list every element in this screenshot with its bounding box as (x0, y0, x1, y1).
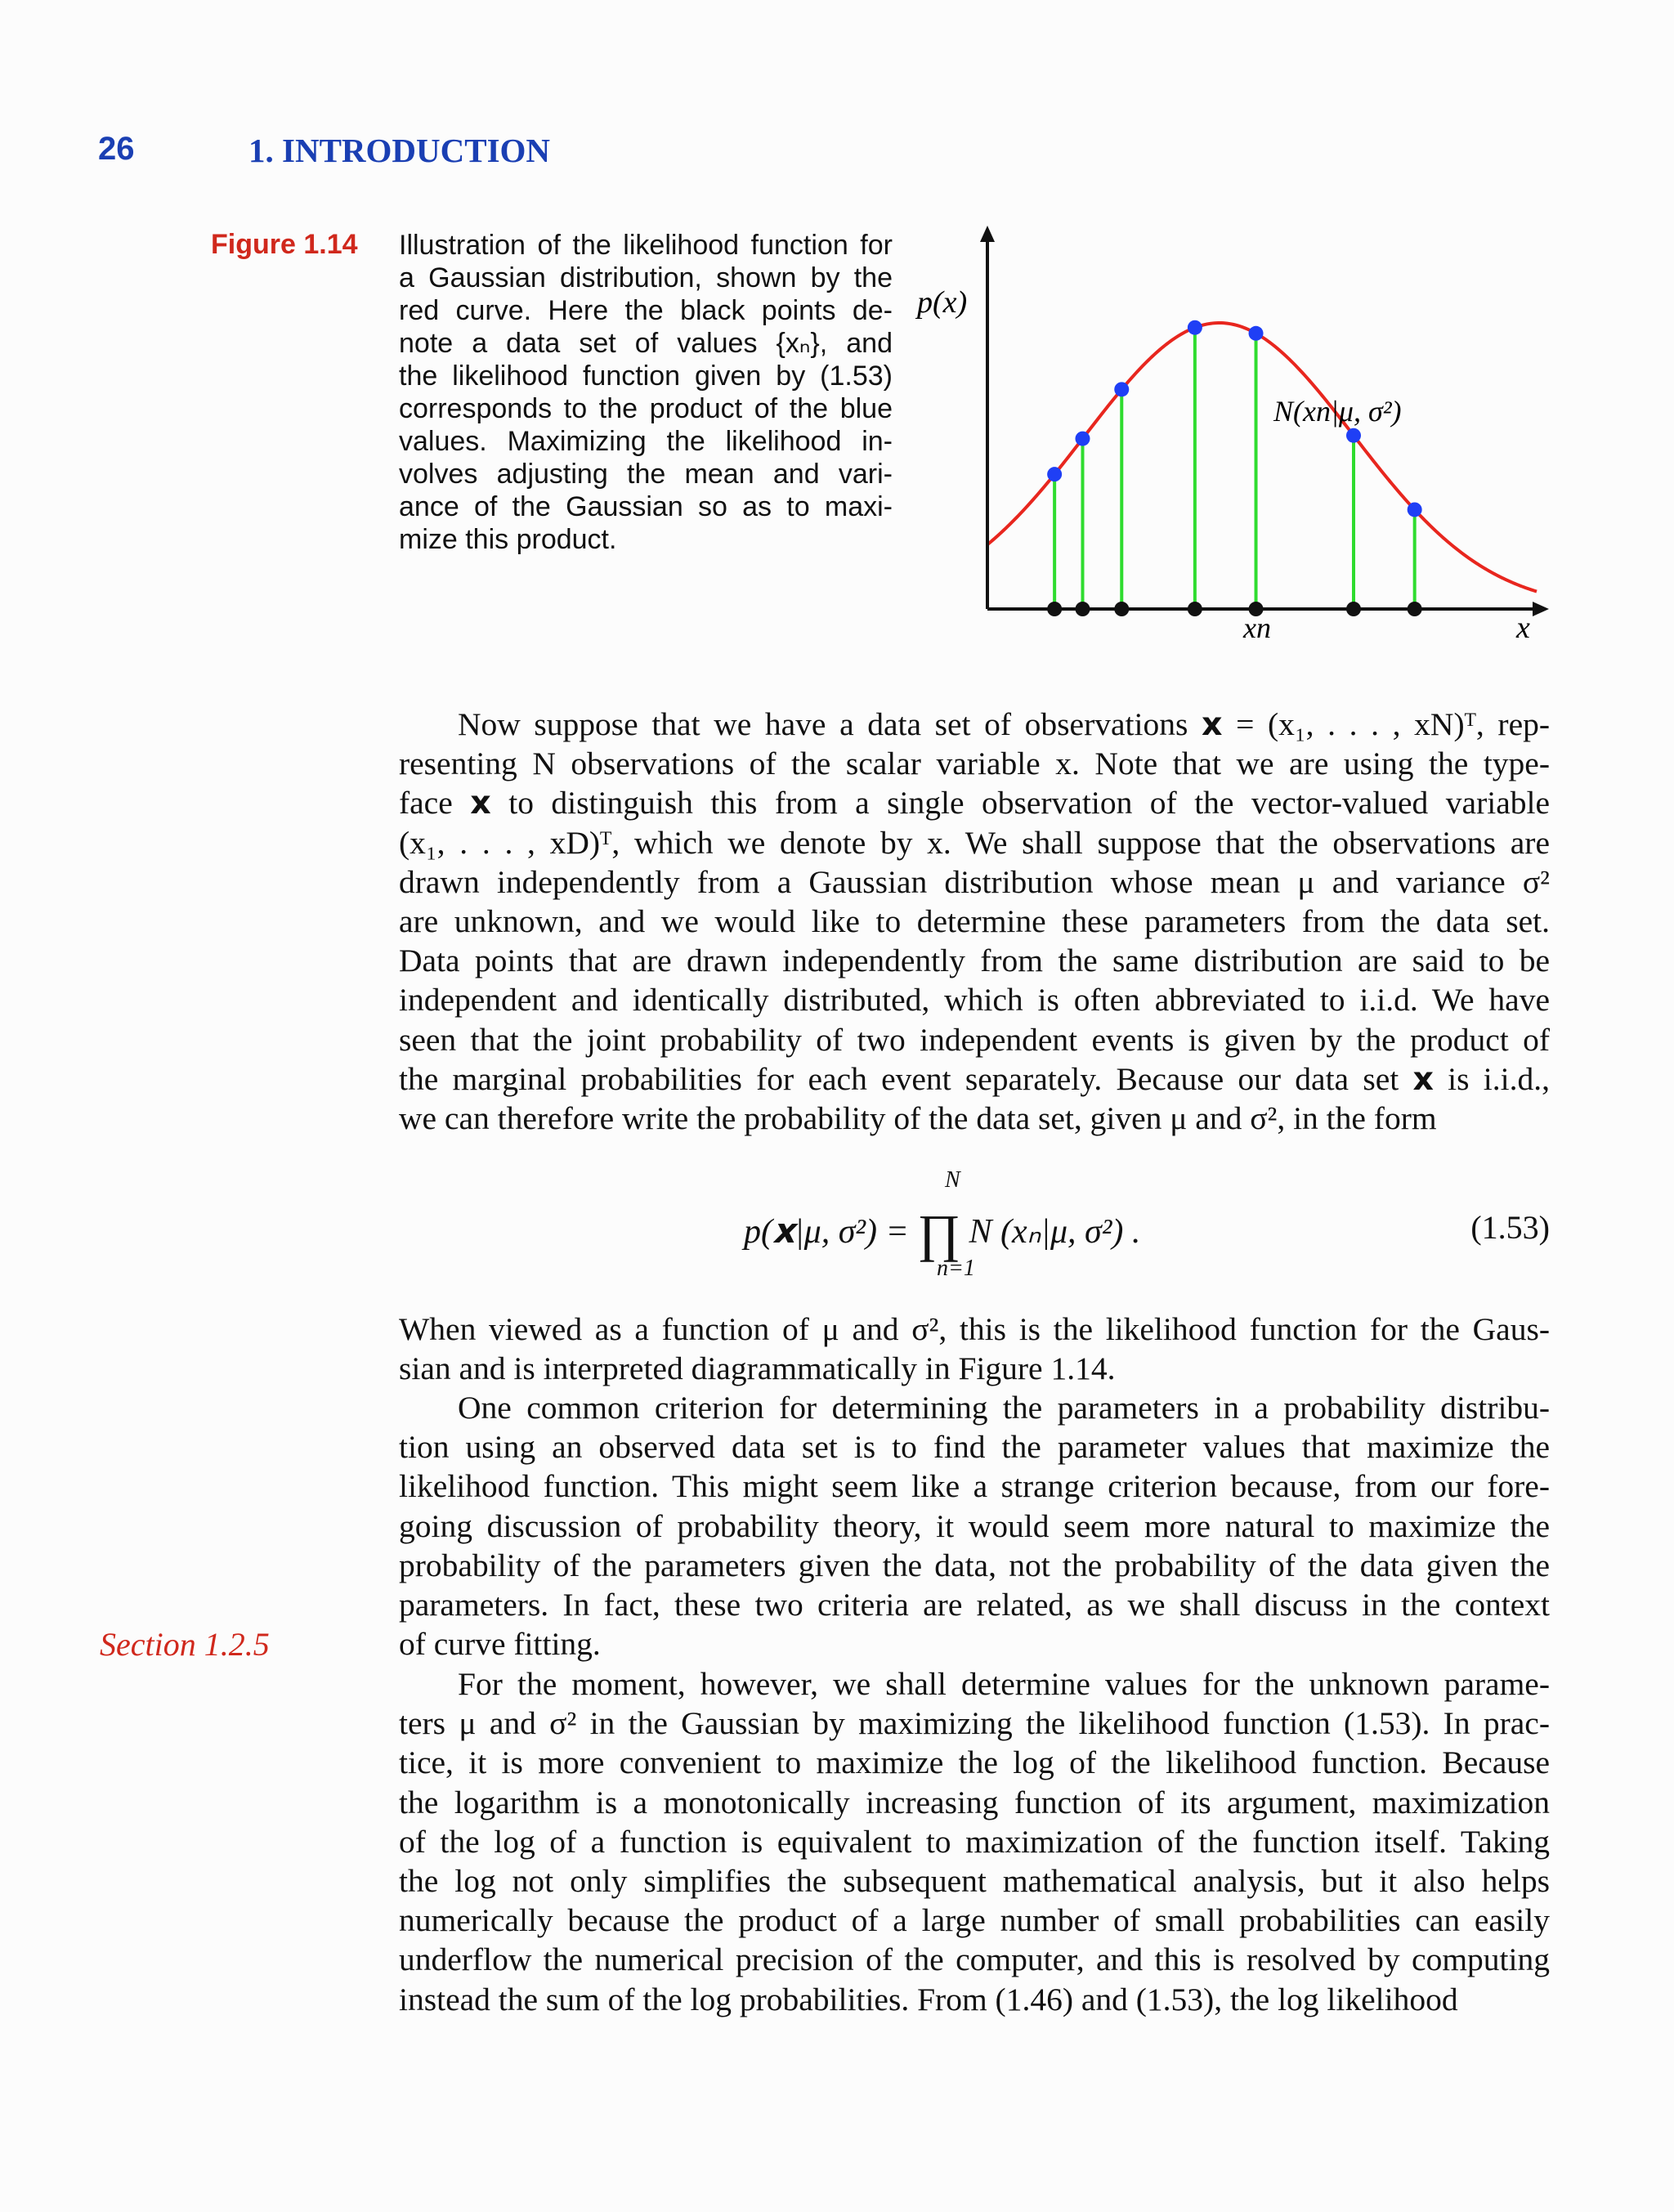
likelihood-value-point (1249, 326, 1264, 341)
likelihood-value-point (1114, 382, 1129, 396)
caption-line: note a data set of values {xₙ}, and (399, 328, 893, 359)
text-line: tion using an observed data set is to find the parameter values that maximize the (399, 1429, 1550, 1466)
gaussian-curve (987, 323, 1537, 592)
text-line: of curve fitting. (399, 1626, 601, 1663)
caption-line: red curve. Here the black points de- (399, 295, 893, 326)
curve-label: N(xn|μ, σ²) (1273, 395, 1402, 428)
text-line: face 𝘅 to distinguish this from a single observation of the vector-valued variable (399, 785, 1550, 822)
text-line: underflow the numerical precision of the computer, and this is resolved by computing (399, 1941, 1550, 1978)
paragraph-2 (399, 1310, 1550, 1388)
likelihood-value-point (1408, 502, 1422, 517)
text-line: seen that the joint probability of two independent events is given by the product of (399, 1021, 1550, 1058)
product-lower-limit: n=1 (937, 1256, 975, 1281)
text-line: drawn independently from a Gaussian distribution whose mean μ and variance σ² (399, 863, 1550, 900)
text-line: One common criterion for determining the parameters in a probability distribu- (458, 1390, 1550, 1426)
x-axis-label: x (1516, 611, 1530, 645)
product-upper-limit: N (945, 1167, 960, 1193)
data-point (1346, 602, 1361, 616)
text-line: we can therefore write the probability of the data set, given μ and σ², in the form (399, 1100, 1437, 1137)
paragraph-3 (399, 1388, 1550, 1663)
caption-line: Illustration of the likelihood function for (399, 230, 893, 261)
text-line: going discussion of probability theory, it would seem more natural to maximize the (399, 1507, 1550, 1544)
page-number: 26 (98, 131, 135, 167)
text-line: When viewed as a function of μ and σ², this is the likelihood function for the Gaus- (399, 1311, 1550, 1347)
margin-note-section-link[interactable]: Section 1.2.5 (100, 1626, 270, 1663)
caption-line: ance of the Gaussian so as to maxi- (399, 491, 893, 522)
product-symbol: ∏ (917, 1204, 961, 1262)
data-point (1075, 602, 1090, 616)
text-line: ters μ and σ² in the Gaussian by maximizing the likelihood function (1.53). In prac- (399, 1705, 1550, 1742)
caption-line: corresponds to the product of the blue (399, 393, 893, 424)
x-axis-arrow (1533, 602, 1549, 616)
paragraph-4 (399, 1664, 1550, 2019)
data-point (1047, 602, 1062, 616)
text-line: of the log of a function is equivalent to maximization of the function itself. Taking (399, 1823, 1550, 1860)
caption-line: a Gaussian distribution, shown by the (399, 262, 893, 293)
caption-line: the likelihood function given by (1.53) (399, 360, 893, 392)
text-line: independent and identically distributed, which is often abbreviated to i.i.d. We have (399, 982, 1550, 1019)
text-line: the logarithm is a monotonically increasing function of its argument, maximization (399, 1784, 1550, 1820)
text-line: likelihood function. This might seem like a strange criterion because, from our fore- (399, 1468, 1550, 1505)
likelihood-figure (899, 221, 1553, 662)
y-axis-label: p(x) (917, 285, 968, 320)
caption-line: volves adjusting the mean and vari- (399, 459, 893, 490)
caption-line: mize this product. (399, 524, 617, 555)
data-point (1188, 602, 1202, 616)
text-line: resenting N observations of the scalar variable x. Note that we are using the type- (399, 746, 1550, 782)
points-group (1047, 320, 1422, 616)
text-line: are unknown, and we would like to determine these parameters from the data set. (399, 903, 1550, 940)
data-point (1114, 602, 1129, 616)
text-line: Now suppose that we have a data set of observations 𝘅 = (x₁, . . . , xN)ᵀ, rep- (458, 706, 1550, 742)
text-line: For the moment, however, we shall determine values for the unknown parame- (458, 1666, 1550, 1702)
caption-line: values. Maximizing the likelihood in- (399, 426, 893, 457)
equation-rhs: N (xₙ|μ, σ²) . (969, 1213, 1141, 1251)
text-line: probability of the parameters given the data, not the probability of the data given the (399, 1547, 1550, 1583)
equation-body (744, 1203, 1140, 1264)
text-line: tice, it is more convenient to maximize the log of the likelihood function. Because (399, 1744, 1550, 1781)
text-line: parameters. In fact, these two criteria are related, as we shall discuss in the context (399, 1587, 1550, 1623)
likelihood-value-point (1346, 428, 1361, 443)
paragraph-1 (399, 705, 1550, 1138)
xn-label: xn (1243, 611, 1271, 644)
data-point (1408, 602, 1422, 616)
text-line: the log not only simplifies the subsequent mathematical analysis, but it also helps (399, 1863, 1550, 1900)
text-line: Data points that are drawn independently from the same distribution are said to be (399, 943, 1550, 979)
equation-number: (1.53) (1470, 1209, 1550, 1246)
likelihood-value-point (1188, 320, 1202, 335)
y-axis-arrow (980, 226, 995, 242)
text-line: the marginal probabilities for each event separately. Because our data set 𝘅 is i.i.d., (399, 1060, 1550, 1097)
text-line: numerically because the product of a large number of small probabilities can easily (399, 1902, 1550, 1939)
stems-group (1054, 328, 1415, 609)
text-line: instead the sum of the log probabilities. From (1.46) and (1.53), the log likelihood (399, 1981, 1458, 2017)
figure-label: Figure 1.14 (211, 229, 358, 260)
equation-lhs: p(𝘅|μ, σ²) = (744, 1213, 909, 1251)
likelihood-value-point (1075, 432, 1090, 446)
likelihood-value-point (1047, 467, 1062, 481)
equation-1-53 (399, 1161, 1550, 1292)
figure-caption (399, 229, 893, 556)
text-line: sian and is interpreted diagrammatically in Figure 1.14. (399, 1350, 1116, 1387)
chapter-title: 1. INTRODUCTION (248, 132, 551, 169)
text-line: (x₁, . . . , xD)ᵀ, which we denote by x. We shall suppose that the observations are (399, 824, 1550, 861)
